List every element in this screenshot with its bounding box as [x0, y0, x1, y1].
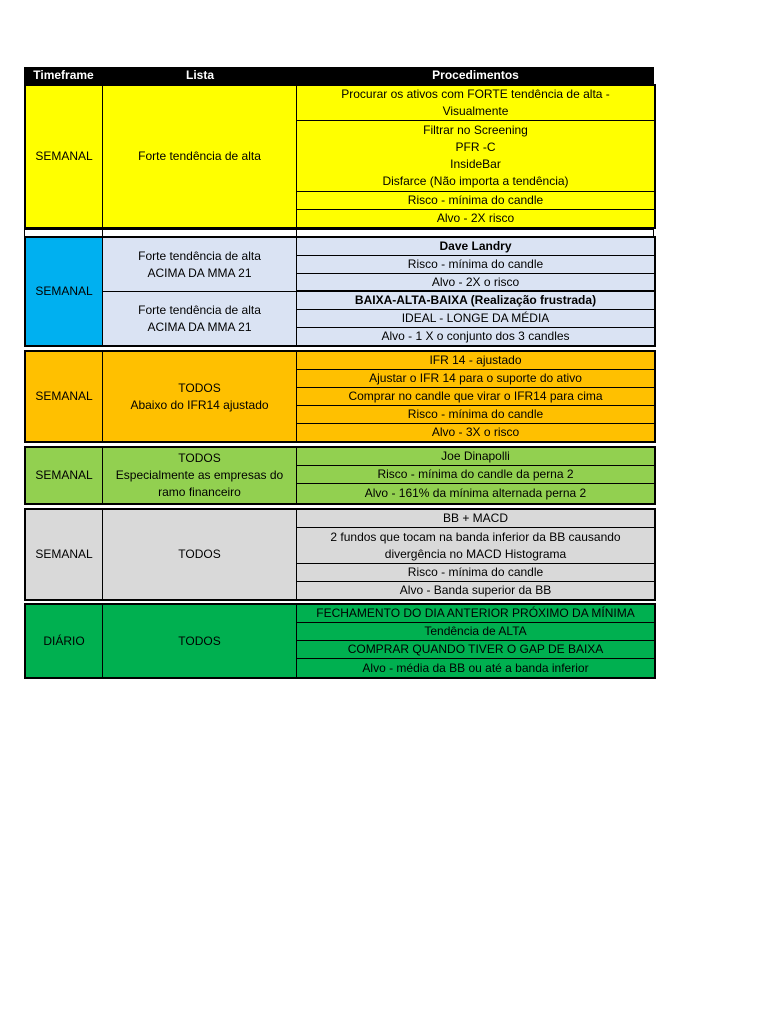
procedimento-cell: BB + MACD	[297, 510, 654, 528]
timeframe-cell: SEMANAL	[26, 510, 103, 599]
procedimento-cell: Alvo - 1 X o conjunto dos 3 candles	[381, 329, 570, 343]
procedimento-cell: Risco - mínima do candle	[297, 256, 654, 274]
lista-cell: TODOS	[103, 510, 297, 599]
block-semanal-forte-tendencia	[24, 84, 656, 229]
lista-line: ACIMA DA MMA 21	[147, 319, 252, 334]
block-semanal-ifr14	[24, 350, 656, 443]
lista-line: ramo financeiro	[158, 485, 241, 499]
lista-cell: TODOS	[103, 605, 297, 677]
procedimento-cell: Ajustar o IFR 14 para o suporte do ativo	[297, 370, 654, 388]
procedimento-cell: Risco - mínima do candle	[297, 192, 654, 210]
header-lista: Lista	[185, 68, 214, 82]
lista-cell	[103, 352, 297, 441]
block-semanal-bb-macd	[24, 508, 656, 601]
header-procedimentos: Procedimentos	[432, 68, 519, 82]
procedimento-cell	[297, 121, 654, 192]
procedimento-cell: Risco - mínima do candle	[297, 406, 654, 424]
procedimento-line: divergência no MACD Histograma	[384, 546, 567, 561]
procedimento-line: Disfarce (Não importa a tendência)	[382, 174, 569, 188]
procedimento-cell: Dave Landry	[297, 238, 654, 256]
procedimento-cell: IDEAL - LONGE DA MÉDIA	[297, 310, 654, 328]
procedimento-line: InsideBar	[450, 157, 501, 171]
procedimento-cell: Alvo - 161% da mínima alternada perna 2	[364, 486, 587, 500]
timeframe-cell: SEMANAL	[26, 448, 103, 503]
procedimento-line: PFR -C	[455, 140, 496, 154]
procedimento-line: 2 fundos que tocam na banda inferior da BB causando	[330, 529, 621, 544]
lista-line: Forte tendência de alta	[138, 248, 261, 263]
procedimento-cell: Alvo - 2X o risco	[297, 274, 654, 292]
procedimento-cell	[297, 86, 654, 121]
procedimento-cell: Risco - mínima do candle	[297, 564, 654, 582]
procedimento-cell: COMPRAR QUANDO TIVER O GAP DE BAIXA	[297, 641, 654, 659]
lista-cell	[103, 448, 297, 503]
procedimento-cell: FECHAMENTO DO DIA ANTERIOR PRÓXIMO DA MÍNIMA	[297, 605, 654, 623]
lista-cell: Forte tendência de alta	[103, 86, 297, 227]
block-semanal-mma21	[24, 236, 656, 347]
procedimento-cell: Alvo - Banda superior da BB	[399, 583, 552, 597]
procedimento-cell: Tendência de ALTA	[297, 623, 654, 641]
procedimento-line: Procurar os ativos com FORTE tendência de alta -	[341, 87, 610, 101]
procedimento-cell: Alvo - 2X risco	[436, 211, 515, 225]
procedimento-cell: Alvo - 3X o risco	[431, 425, 520, 439]
timeframe-cell: SEMANAL	[26, 352, 103, 441]
lista-line: Abaixo do IFR14 ajustado	[130, 397, 269, 412]
procedimento-line: Visualmente	[442, 104, 509, 118]
timeframe-cell: SEMANAL	[26, 238, 103, 345]
lista-cell	[103, 292, 297, 345]
procedimento-cell: Risco - mínima do candle da perna 2	[297, 466, 654, 484]
lista-line: Forte tendência de alta	[138, 302, 261, 317]
procedimento-cell	[297, 528, 654, 564]
procedimento-cell: IFR 14 - ajustado	[297, 352, 654, 370]
row-separator	[24, 229, 654, 236]
lista-line: ACIMA DA MMA 21	[147, 265, 252, 280]
procedimento-cell: Joe Dinapolli	[297, 448, 654, 466]
block-semanal-dinapolli	[24, 446, 656, 505]
lista-line: Especialmente as empresas do	[115, 468, 284, 482]
timeframe-cell: DIÁRIO	[26, 605, 103, 677]
lista-line: TODOS	[178, 380, 221, 395]
procedimento-cell: Comprar no candle que virar o IFR14 para cima	[297, 388, 654, 406]
lista-line: TODOS	[178, 451, 221, 465]
lista-cell	[103, 238, 297, 292]
table-header	[24, 67, 654, 84]
procedimento-cell: BAIXA-ALTA-BAIXA (Realização frustrada)	[297, 292, 654, 310]
procedimento-cell: Alvo - média da BB ou até a banda inferior	[362, 660, 589, 675]
header-timeframe: Timeframe	[33, 68, 94, 82]
timeframe-cell: SEMANAL	[26, 86, 103, 227]
procedimento-line: Filtrar no Screening	[423, 123, 528, 137]
block-diario	[24, 603, 656, 679]
